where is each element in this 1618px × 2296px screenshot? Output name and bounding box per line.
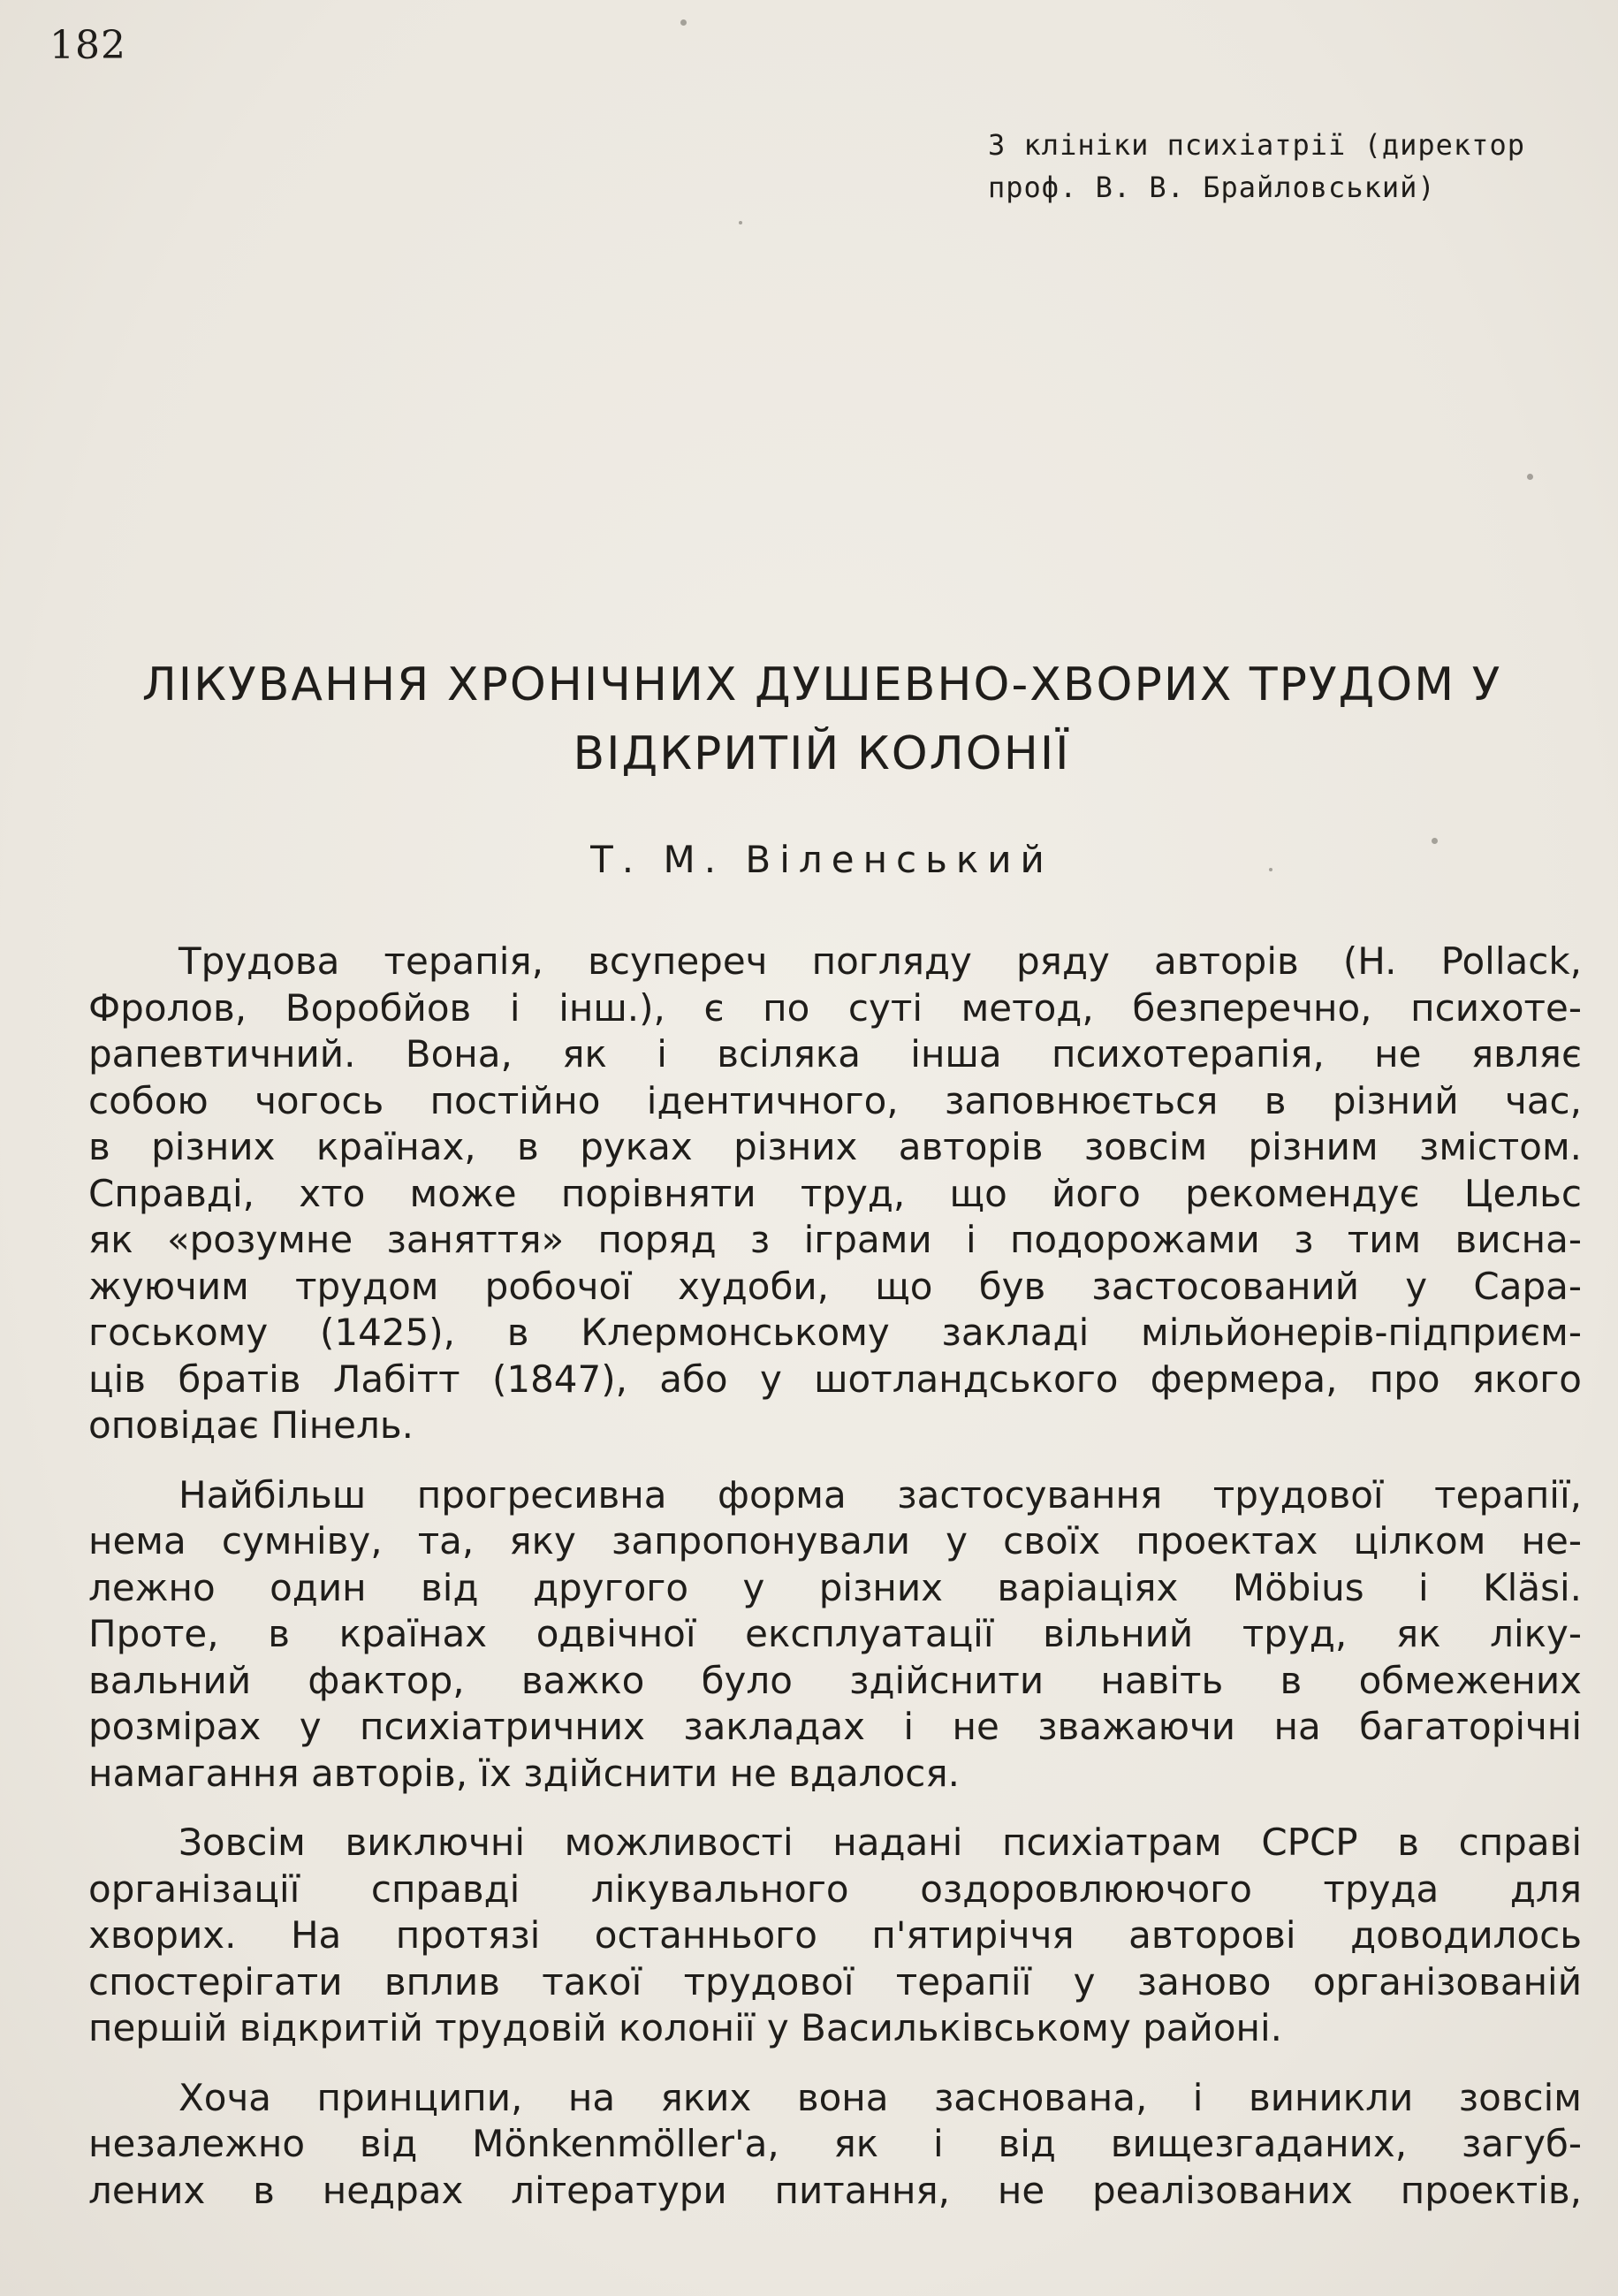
text-line: лежно один від другого у різних варіаціях Möbius і Kläsi. [88,1565,1582,1609]
affiliation-line: проф. В. В. Брайловський) [988,171,1436,204]
text-line: лених в недрах літератури питання, не реалізованих проектів, [88,2168,1582,2212]
text-line: гоському (1425), в Клермонському закладі мільйонерів-підприєм- [88,1311,1582,1354]
paper-speck [1269,868,1272,871]
text-line: Зовсім виключні можливості надані психіатрам СРСР в справі [179,1821,1582,1864]
text-line: ців братів Лабітт (1847), або у шотландського фермера, про якого [88,1357,1582,1401]
text-line: як «розумне заняття» поряд з іграми і подорожами з тим висна- [88,1218,1582,1261]
text-line: Трудова терапія, всупереч погляду ряду авторів (H. Pollack, [179,939,1582,983]
paragraph-3 [88,1820,1582,2052]
paragraph-1 [88,939,1582,1449]
article-body [88,939,1582,2214]
text-line: собою чогось постійно ідентичного, заповнюється в різний час, [88,1078,1582,1122]
text-line: намагання авторів, їх здійснити не вдалося. [88,1751,960,1795]
text-line: незалежно від Mönkenmöller'а, як і від вищезгаданих, загуб- [88,2122,1582,2165]
text-line: розмірах у психіатричних закладах і не зважаючи на багаторічні [88,1705,1582,1748]
paragraph-2 [88,1472,1582,1798]
affiliation-line: З клініки психіатрії (директор [988,128,1525,162]
page-number: 182 [49,23,126,68]
text-line: в різних країнах, в руках різних авторів зовсім різним змістом. [88,1125,1582,1168]
text-line: вальний фактор, важко було здійснити навіть в обмежених [88,1658,1582,1702]
text-line: Хоча принципи, на яких вона заснована, і виникли зовсім [179,2075,1582,2119]
text-line: рапевтичний. Вона, як і всіляка інша психотерапія, не являє [88,1032,1582,1076]
paper-speck [680,19,687,26]
paper-speck [1527,474,1533,480]
paragraph-4 [88,2075,1582,2215]
text-line: Проте, в країнах одвічної експлуатації вільний труд, як ліку- [88,1612,1582,1655]
text-line: першій відкритій трудовій колонії у Васильківському районі. [88,2006,1283,2049]
text-line: організації справді лікувального оздоровлюючого труда для [88,1866,1582,1911]
paper-speck [739,221,742,224]
text-line: Справді, хто може порівняти труд, що його рекомендує Цельс [88,1171,1582,1215]
text-line: жуючим трудом робочої худоби, що був застосований у Сара- [88,1264,1582,1308]
text-line: хворих. На протязі останнього п'ятиріччя авторові доводилось [88,1913,1582,1957]
title-line: ЛІКУВАННЯ ХРОНІЧНИХ ДУШЕВНО-ХВОРИХ ТРУДОМ У [141,658,1502,711]
article-title [80,650,1564,788]
text-line: оповідає Пінель. [88,1403,414,1447]
affiliation-note [988,124,1589,209]
text-line: спостерігати вплив такої трудової терапії у заново організованій [88,1959,1582,2003]
text-line: Найбільш прогресивна форма застосування трудової терапії, [179,1472,1582,1517]
paper-speck [1432,838,1438,844]
text-line: Фролов, Воробйов і інш.), є по суті метод, безперечно, психоте- [88,985,1582,1030]
title-line: ВІДКРИТІЙ КОЛОНІЇ [573,727,1071,780]
article-author: Т. М. Віленський [590,838,1053,881]
text-line: нема сумніву, та, яку запропонували у своїх проектах цілком не- [88,1519,1582,1562]
